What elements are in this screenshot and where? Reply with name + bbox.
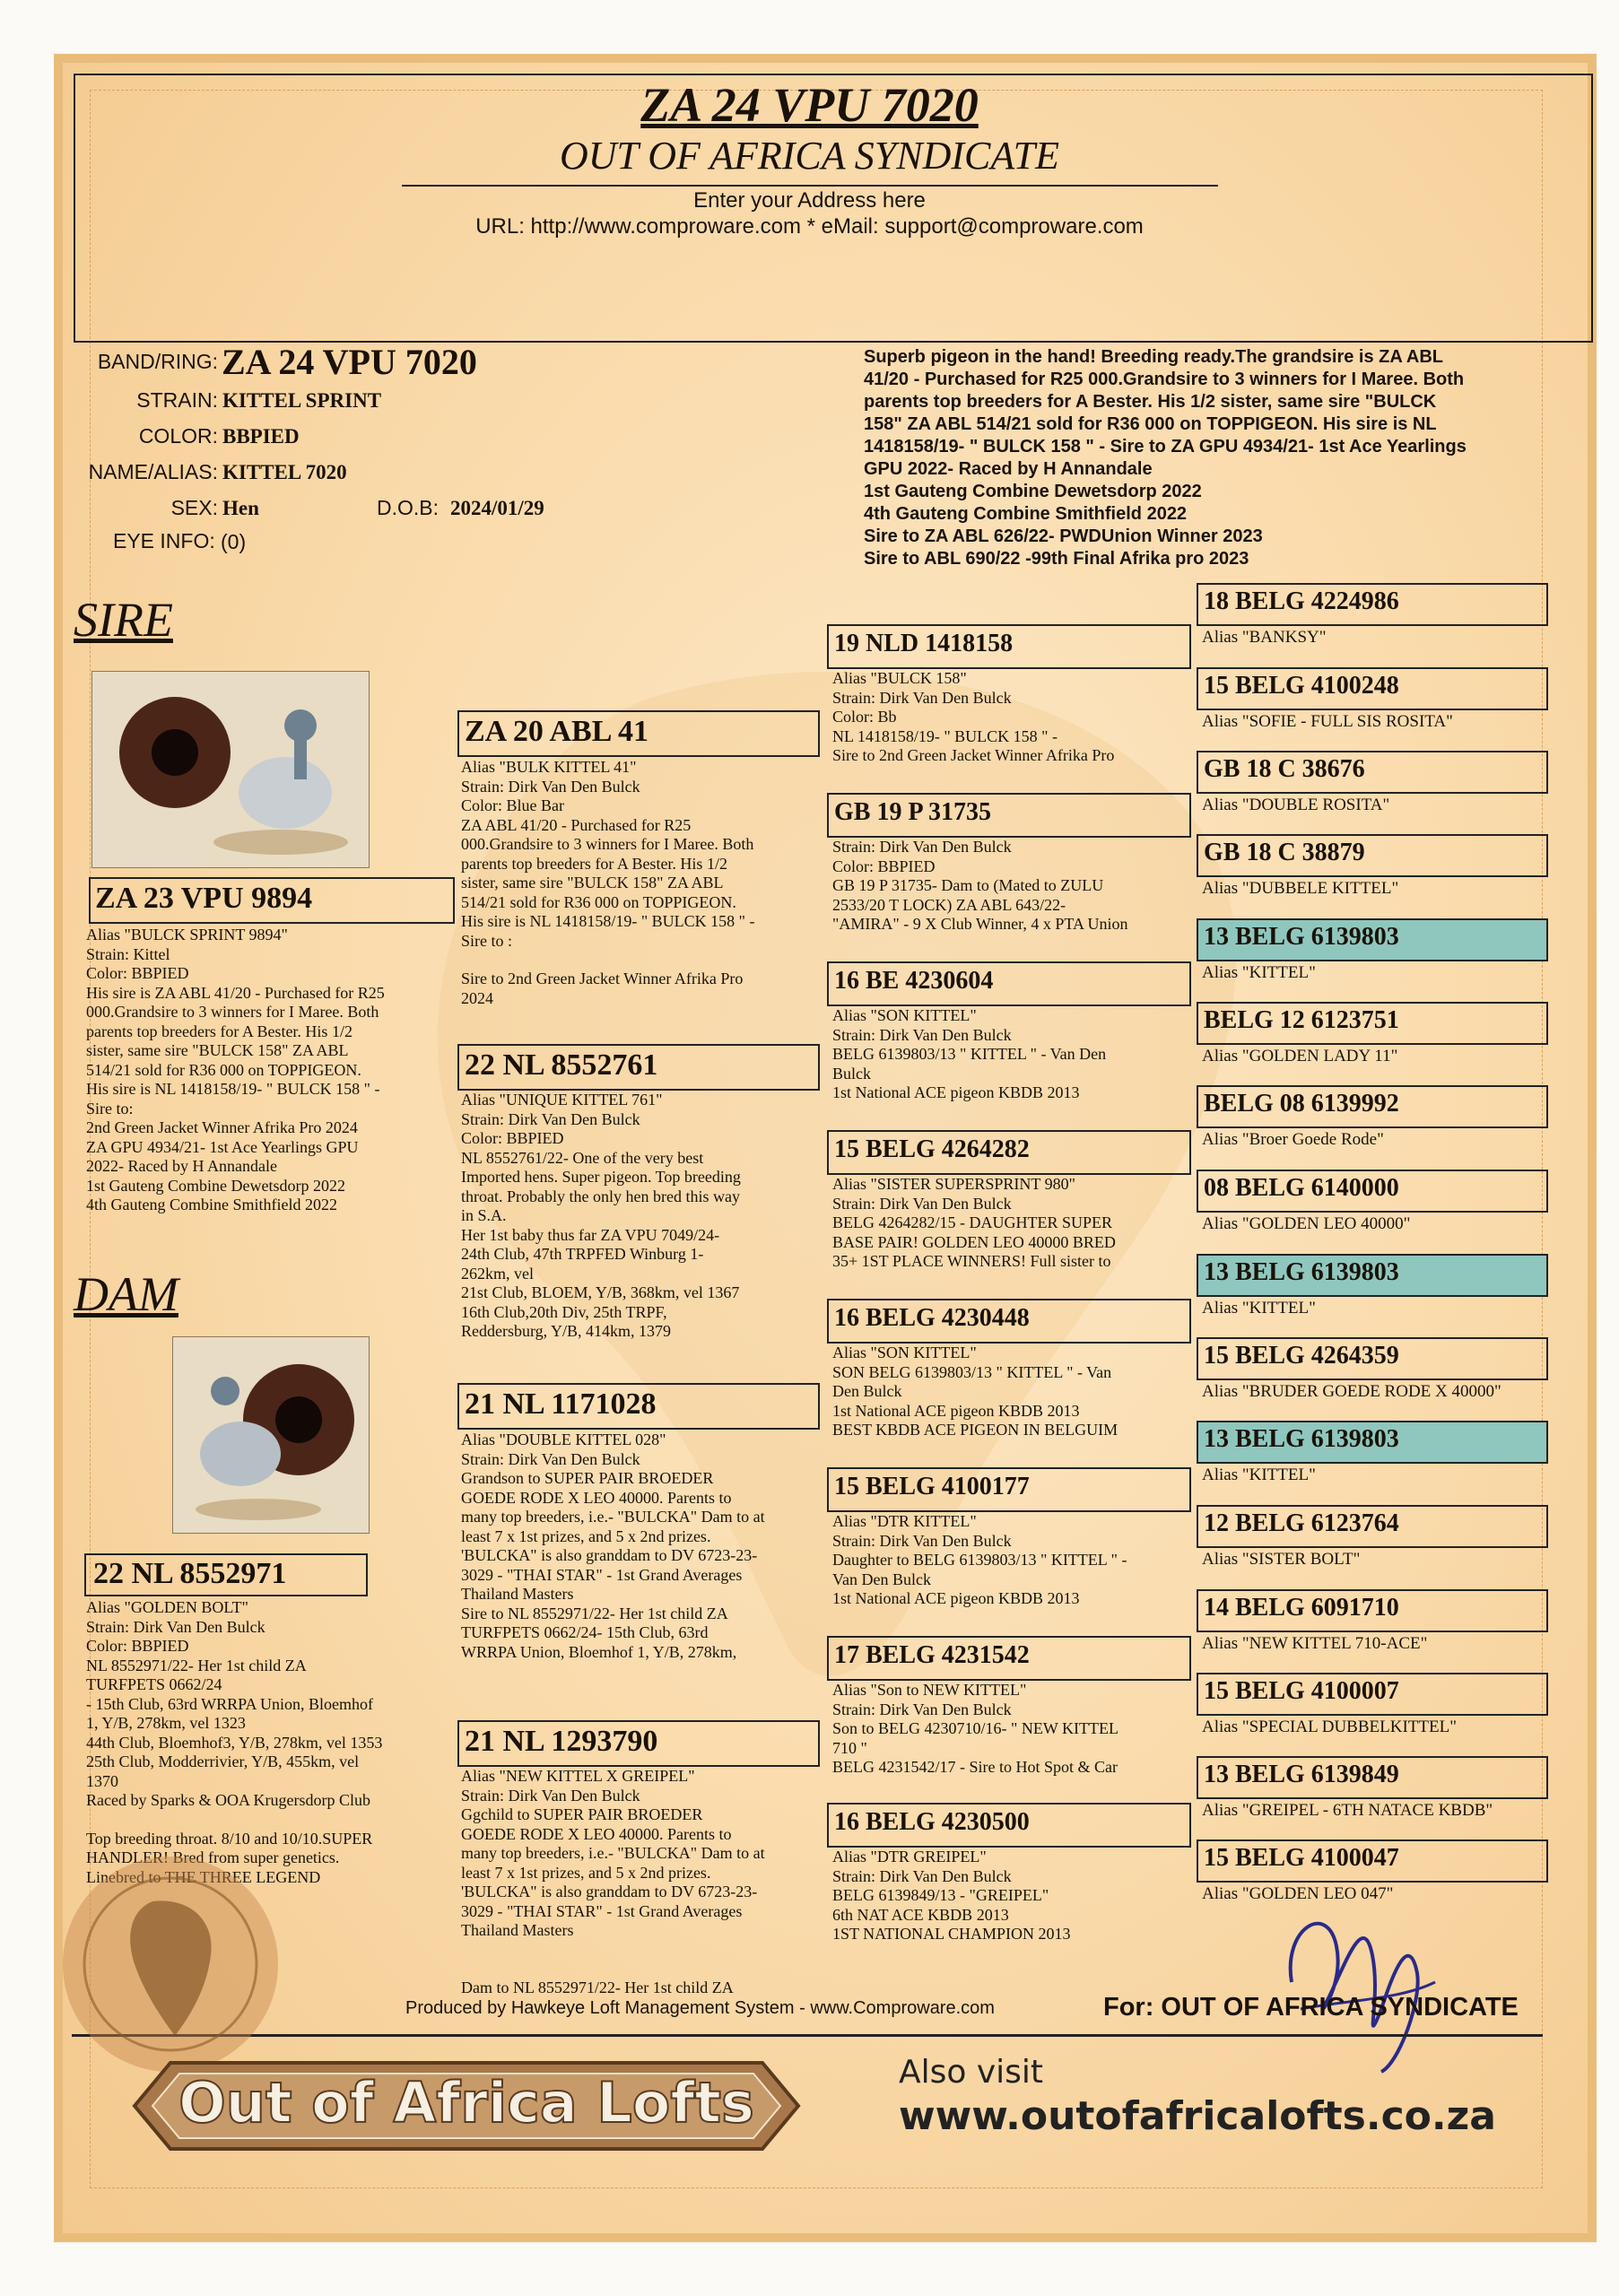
eye-value: (0) — [221, 530, 247, 553]
band-label: BAND/RING: — [97, 350, 218, 373]
detail-line: SON BELG 6139803/13 " KITTEL " - Van — [832, 1362, 1112, 1381]
pedigree-band: BELG 12 6123751 — [1204, 1006, 1399, 1034]
pedigree-band: GB 18 C 38879 — [1204, 839, 1365, 866]
detail-line: 'BULCKA" is also granddam to DV 6723-23- — [461, 1883, 758, 1900]
logo-text: Out of Africa Lofts — [178, 2070, 754, 2135]
description-line: 1418158/19- " BULCK 158 " - Sire to ZA GPU 4934/21- 1st Ace Yearlings — [864, 437, 1467, 457]
detail-line: parents top breeders for A Bester. His 1/2 — [461, 854, 727, 873]
detail-line: parents top breeders for A Bester. His 1/2 — [86, 1022, 353, 1040]
detail-line: 21st Club, BLOEM, Y/B, 368km, vel 1367 — [461, 1283, 740, 1301]
pedigree-band: 16 BELG 4230448 — [834, 1304, 1030, 1332]
footer-divider — [72, 2034, 1543, 2037]
detail-line: Thailand Masters — [461, 1921, 574, 1939]
title-divider — [402, 185, 1218, 187]
signature — [1274, 1874, 1444, 2081]
detail-line: 3029 - "THAI STAR" - 1st Grand Averages — [461, 1901, 743, 1920]
pedigree-alias: Alias "KITTEL" — [1202, 1465, 1316, 1484]
detail-line: GOEDE RODE X LEO 40000. Parents to — [461, 1488, 732, 1507]
detail-line — [461, 1941, 820, 1960]
detail-line: Strain: Dirk Van Den Bulck — [832, 1025, 1012, 1044]
detail-line: Raced by Sparks & OOA Krugersdorp Club — [86, 1791, 370, 1809]
detail-line: Strain: Dirk Van Den Bulck — [461, 1786, 640, 1805]
pedigree-alias: Alias "NEW KITTEL 710-ACE" — [1202, 1634, 1428, 1653]
detail-line: Strain: Dirk Van Den Bulck — [461, 777, 640, 796]
eye-label: EYE INFO: — [113, 529, 215, 552]
detail-line: TURFPETS 0662/24- 15th Club, 63rd — [461, 1623, 709, 1641]
detail-line: Linebred to THE THREE LEGEND — [86, 1867, 321, 1886]
description-line: 158" ZA ABL 514/21 sold for R36 000 on TOPPIGEON. His sire is NL — [864, 414, 1437, 434]
pedigree-band: 15 BELG 4264359 — [1204, 1342, 1399, 1370]
detail-line: Dam to NL 8552971/22- Her 1st child ZA — [461, 1978, 734, 1996]
detail-line: BELG 6139849/13 - "GREIPEL" — [832, 1886, 1049, 1904]
sire-heading: SIRE — [74, 593, 173, 647]
pedigree-alias: Alias "DUBBELE KITTEL" — [1202, 879, 1399, 898]
detail-line — [461, 1960, 820, 1979]
detail-line: BEST KBDB ACE PIGEON IN BELGUIM — [832, 1421, 1119, 1439]
description-line: 4th Gauteng Combine Smithfield 2022 — [864, 504, 1188, 524]
detail-line: Strain: Dirk Van Den Bulck — [832, 838, 1012, 856]
detail-line: 3029 - "THAI STAR" - 1st Grand Averages — [461, 1565, 743, 1584]
detail-line: Strain: Kittel — [86, 944, 170, 963]
detail-line: Alias "DOUBLE KITTEL 028" — [461, 1431, 666, 1448]
detail-line: NL 8552971/22- Her 1st child ZA — [86, 1656, 307, 1674]
pedigree-details — [832, 1681, 1191, 1778]
pedigree-details — [832, 838, 1191, 935]
pedigree-band: 13 BELG 6139849 — [1204, 1761, 1399, 1788]
pedigree-band: 13 BELG 6139803 — [1204, 1425, 1399, 1453]
pedigree-band: 16 BELG 4230500 — [834, 1808, 1030, 1836]
pedigree-details — [461, 1431, 820, 1662]
pedigree-band: 15 BELG 4264282 — [834, 1135, 1030, 1163]
sire-photo — [91, 671, 370, 868]
also-visit: Also visit — [899, 2054, 1044, 2091]
detail-line: Alias "UNIQUE KITTEL 761" — [461, 1091, 663, 1109]
detail-line: Color: BBPIED — [86, 1637, 189, 1655]
detail-line: Alias "SON KITTEL" — [832, 1006, 977, 1024]
pedigree-band: 16 BE 4230604 — [834, 967, 994, 995]
detail-line: Sire to: — [86, 1099, 134, 1118]
pedigree-band: GB 18 C 38676 — [1204, 755, 1365, 783]
pedigree-band: 13 BELG 6139803 — [1204, 1258, 1399, 1286]
pedigree-alias: Alias "Broer Goede Rode" — [1202, 1130, 1384, 1149]
detail-line: Strain: Dirk Van Den Bulck — [832, 688, 1012, 707]
description-line: 1st Gauteng Combine Dewetsdorp 2022 — [864, 482, 1202, 501]
pedigree-band: GB 19 P 31735 — [834, 798, 992, 826]
detail-line: many top breeders, i.e.- "BULCKA" Dam to at — [461, 1508, 765, 1526]
detail-line: 2nd Green Jacket Winner Afrika Pro 2024 — [86, 1118, 358, 1136]
detail-line: Alias "BULCK SPRINT 9894" — [86, 926, 288, 944]
pedigree-band: 21 NL 1293790 — [465, 1725, 658, 1758]
detail-line: WRRPA Union, Bloemhof 1, Y/B, 278km, — [461, 1642, 737, 1661]
dob-label: D.O.B: — [377, 496, 440, 519]
detail-line: 1st National ACE pigeon KBDB 2013 — [832, 1589, 1080, 1607]
detail-line: many top breeders, i.e.- "BULCKA" Dam to at — [461, 1844, 765, 1862]
detail-line: Her 1st baby thus far ZA VPU 7049/24- — [461, 1225, 720, 1244]
detail-line: 'BULCKA" is also granddam to DV 6723-23- — [461, 1546, 758, 1564]
detail-line: 2024 — [461, 988, 493, 1007]
detail-line: BELG 6139803/13 " KITTEL " - Van Den — [832, 1045, 1107, 1063]
detail-line: Van Den Bulck — [832, 1570, 931, 1588]
pedigree-band: 15 BELG 4100248 — [1204, 672, 1399, 700]
for-syndicate: For: OUT OF AFRICA SYNDICATE — [1103, 1993, 1519, 2022]
detail-line: 1st National ACE pigeon KBDB 2013 — [832, 1401, 1080, 1420]
detail-line: Alias "SON KITTEL" — [832, 1344, 977, 1361]
detail-line: Alias "DTR GREIPEL" — [832, 1848, 987, 1866]
detail-line: 514/21 sold for R36 000 on TOPPIGEON. — [461, 892, 736, 911]
pedigree-alias: Alias "SPECIAL DUBBELKITTEL" — [1202, 1718, 1457, 1736]
band-value: ZA 24 VPU 7020 — [222, 342, 477, 382]
detail-line: Alias "Son to NEW KITTEL" — [832, 1681, 1027, 1699]
pedigree-alias: Alias "GREIPEL - 6TH NATACE KBDB" — [1202, 1801, 1493, 1820]
detail-line: Color: Bb — [832, 708, 897, 726]
pedigree-band: 08 BELG 6140000 — [1204, 1174, 1399, 1202]
sex-label: SEX: — [170, 496, 218, 519]
description-line: 41/20 - Purchased for R25 000.Grandsire to 3 winners for I Maree. Both — [864, 370, 1465, 389]
description-line: parents top breeders for A Bester. His 1/2 sister, same sire "BULCK — [864, 392, 1437, 412]
pedigree-details — [832, 669, 1191, 766]
detail-line: NL 8552761/22- One of the very best — [461, 1148, 704, 1167]
detail-line: BELG 4231542/17 - Sire to Hot Spot & Car — [832, 1758, 1118, 1776]
detail-line: least 7 x 1st prizes, and 5 x 2nd prizes. — [461, 1863, 711, 1882]
detail-line: Top breeding throat. 8/10 and 10/10.SUPER — [86, 1829, 373, 1848]
detail-line: Color: BBPIED — [86, 964, 189, 982]
pedigree-band: 14 BELG 6091710 — [1204, 1594, 1399, 1622]
pedigree-band: 22 NL 8552761 — [465, 1048, 658, 1082]
detail-line: Color: BBPIED — [832, 857, 936, 875]
sire-band: ZA 23 VPU 9894 — [95, 882, 313, 915]
sex-value: Hen — [222, 497, 259, 519]
detail-line: Den Bulck — [832, 1382, 902, 1400]
pedigree-band: 17 BELG 4231542 — [834, 1641, 1030, 1669]
pedigree-details — [832, 1006, 1191, 1103]
syndicate-name: OUT OF AFRICA SYNDICATE — [560, 134, 1059, 178]
pedigree-details — [832, 1344, 1191, 1440]
detail-line: BELG 4264282/15 - DAUGHTER SUPER — [832, 1213, 1113, 1231]
detail-line: Bulck — [832, 1064, 871, 1083]
detail-line: least 7 x 1st prizes, and 5 x 2nd prizes. — [461, 1526, 711, 1545]
pedigree-band: BELG 08 6139992 — [1204, 1090, 1399, 1118]
pedigree-band: 15 BELG 4100177 — [834, 1473, 1030, 1500]
pedigree-band: 12 BELG 6123764 — [1204, 1509, 1399, 1537]
pedigree-alias: Alias "SISTER BOLT" — [1202, 1550, 1361, 1569]
pigeon-photo-icon — [92, 672, 370, 868]
detail-line: "AMIRA" - 9 X Club Winner, 4 x PTA Union — [832, 915, 1128, 933]
strain-value: KITTEL SPRINT — [222, 389, 382, 412]
detail-line — [461, 951, 820, 970]
pedigree-alias: Alias "GOLDEN LADY 11" — [1202, 1047, 1398, 1065]
pedigree-alias: Alias "BANKSY" — [1202, 628, 1327, 647]
pedigree-alias: Alias "KITTEL" — [1202, 963, 1316, 982]
detail-line: NL 1418158/19- " BULCK 158 " - — [832, 726, 1058, 745]
pedigree-details — [832, 1512, 1191, 1609]
pedigree-band: ZA 20 ABL 41 — [465, 715, 649, 748]
detail-line: Alias "NEW KITTEL X GREIPEL" — [461, 1767, 695, 1785]
bird-description — [864, 346, 1510, 570]
pedigree-band: 19 NLD 1418158 — [834, 630, 1014, 657]
detail-line: Thailand Masters — [461, 1585, 574, 1603]
dob-value: 2024/01/29 — [450, 497, 544, 519]
detail-line: ZA GPU 4934/21- 1st Ace Yearlings GPU — [86, 1137, 359, 1156]
detail-line: 2533/20 T LOCK) ZA ABL 643/22- — [832, 895, 1066, 914]
detail-line: 24th Club, 47th TRPFED Winburg 1- — [461, 1245, 704, 1263]
detail-line: 000.Grandsire to 3 winners for I Maree. Both — [461, 835, 754, 853]
detail-line: throat. Probably the only hen bred this way — [461, 1187, 740, 1205]
website-link[interactable]: www.outofafricalofts.co.za — [899, 2093, 1496, 2139]
strain-label: STRAIN: — [136, 388, 218, 412]
name-label: NAME/ALIAS: — [88, 460, 218, 483]
detail-line: Strain: Dirk Van Den Bulck — [832, 1700, 1012, 1718]
produced-by: Produced by Hawkeye Loft Management System - www.Comproware.com — [405, 1998, 995, 2018]
description-line: Sire to ABL 690/22 -99th Final Afrika pro 2023 — [864, 549, 1249, 569]
description-line: Superb pigeon in the hand! Breeding ready.The grandsire is ZA ABL — [864, 347, 1443, 367]
detail-line: in S.A. — [461, 1206, 507, 1224]
page-title: ZA 24 VPU 7020 — [640, 78, 979, 132]
detail-line: Color: BBPIED — [461, 1129, 564, 1147]
pedigree-details — [461, 1091, 820, 1342]
color-label: COLOR: — [138, 424, 218, 448]
detail-line: Son to BELG 4230710/16- " NEW KITTEL — [832, 1719, 1119, 1737]
detail-line: Imported hens. Super pigeon. Top breeding — [461, 1168, 741, 1186]
detail-line: Strain: Dirk Van Den Bulck — [86, 1617, 265, 1636]
detail-line: 262km, vel — [461, 1264, 534, 1283]
detail-line: Sire to NL 8552971/22- Her 1st child ZA — [461, 1604, 728, 1622]
detail-line: 1, Y/B, 278km, vel 1323 — [86, 1714, 246, 1732]
detail-line: 6th NAT ACE KBDB 2013 — [832, 1905, 1009, 1924]
pedigree-band: 18 BELG 4224986 — [1204, 587, 1399, 615]
detail-line: sister, same sire "BULCK 158" ZA ABL — [86, 1041, 349, 1059]
color-value: BBPIED — [222, 425, 300, 448]
detail-line: GB 19 P 31735- Dam to (Mated to ZULU — [832, 876, 1104, 894]
description-line: Sire to ZA ABL 626/22- PWDUnion Winner 2023 — [864, 526, 1263, 546]
detail-line: Strain: Dirk Van Den Bulck — [832, 1866, 1012, 1885]
detail-line: Strain: Dirk Van Den Bulck — [832, 1531, 1012, 1550]
detail-line: GOEDE RODE X LEO 40000. Parents to — [461, 1824, 732, 1843]
detail-line: - 15th Club, 63rd WRRPA Union, Bloemhof — [86, 1694, 374, 1713]
detail-line: 35+ 1ST PLACE WINNERS! Full sister to — [832, 1252, 1111, 1270]
dam-details — [86, 1598, 463, 1887]
detail-line: Alias "GOLDEN BOLT" — [86, 1598, 249, 1616]
pedigree-details — [461, 1767, 820, 1997]
detail-line: 1st Gauteng Combine Dewetsdorp 2022 — [86, 1176, 345, 1195]
sire-details — [86, 926, 454, 1215]
dam-photo — [172, 1336, 370, 1534]
detail-line: His sire is NL 1418158/19- " BULCK 158 " - — [86, 1080, 380, 1098]
detail-line — [86, 1811, 463, 1830]
detail-line: Strain: Dirk Van Den Bulck — [832, 1194, 1012, 1213]
detail-line: 514/21 sold for R36 000 on TOPPIGEON. — [86, 1060, 361, 1079]
pedigree-band: 21 NL 1171028 — [465, 1387, 657, 1421]
pedigree-details — [461, 758, 820, 1008]
detail-line: 4th Gauteng Combine Smithfield 2022 — [86, 1196, 337, 1213]
pedigree-band: 15 BELG 4100047 — [1204, 1844, 1399, 1872]
detail-line: Alias "BULCK 158" — [832, 669, 967, 687]
africa-seal — [54, 1848, 287, 2081]
detail-line: TURFPETS 0662/24 — [86, 1675, 222, 1693]
detail-line: Color: Blue Bar — [461, 796, 564, 814]
pedigree-alias: Alias "DOUBLE ROSITA" — [1202, 796, 1390, 814]
detail-line: 44th Club, Bloemhof3, Y/B, 278km, vel 1353 — [86, 1733, 383, 1752]
detail-line: HANDLER! Bred from super genetics. — [86, 1848, 340, 1866]
detail-line: 710 " — [832, 1738, 867, 1757]
detail-line: Sire to : — [461, 931, 512, 950]
pigeon-photo-icon — [173, 1337, 370, 1534]
detail-line: His sire is ZA ABL 41/20 - Purchased for R25 — [86, 983, 385, 1002]
detail-line: 1ST NATIONAL CHAMPION 2013 — [832, 1925, 1071, 1943]
url-line: URL: http://www.comproware.com * eMail: support@comproware.com — [475, 214, 1144, 239]
detail-line: Alias "SISTER SUPERSPRINT 980" — [832, 1175, 1075, 1193]
detail-line: sister, same sire "BULCK 158" ZA ABL — [461, 874, 724, 891]
detail-line: 000.Grandsire to 3 winners for I Maree. Both — [86, 1003, 379, 1021]
logo-banner — [117, 2054, 816, 2158]
pedigree-details — [832, 1175, 1191, 1272]
pedigree-alias: Alias "KITTEL" — [1202, 1299, 1316, 1318]
detail-line: Alias "DTR KITTEL" — [832, 1512, 977, 1530]
detail-line: Sire to 2nd Green Jacket Winner Afrika Pro — [832, 746, 1115, 764]
pedigree-band: 13 BELG 6139803 — [1204, 923, 1399, 951]
detail-line: Grandson to SUPER PAIR BROEDER — [461, 1469, 714, 1487]
pedigree-alias: Alias "BRUDER GOEDE RODE X 40000" — [1202, 1382, 1501, 1401]
detail-line: 1st National ACE pigeon KBDB 2013 — [832, 1083, 1080, 1101]
name-value: KITTEL 7020 — [222, 461, 347, 483]
detail-line: Sire to 2nd Green Jacket Winner Afrika Pro — [461, 970, 744, 987]
description-line: GPU 2022- Raced by H Annandale — [864, 459, 1153, 479]
pedigree-band: 15 BELG 4100007 — [1204, 1677, 1399, 1705]
pedigree-details — [832, 1848, 1191, 1944]
detail-line: His sire is NL 1418158/19- " BULCK 158 " - — [461, 912, 755, 930]
dam-heading: DAM — [74, 1267, 178, 1321]
detail-line: Strain: Dirk Van Den Bulck — [461, 1449, 640, 1468]
detail-line: Daughter to BELG 6139803/13 " KITTEL " - — [832, 1551, 1127, 1569]
pedigree-alias: Alias "GOLDEN LEO 047" — [1202, 1884, 1394, 1903]
detail-line: 2022- Raced by H Annandale — [86, 1157, 277, 1175]
detail-line: 1370 — [86, 1771, 118, 1790]
detail-line: ZA ABL 41/20 - Purchased for R25 — [461, 815, 692, 834]
pedigree-alias: Alias "SOFIE - FULL SIS ROSITA" — [1202, 712, 1453, 731]
detail-line: Reddersburg, Y/B, 414km, 1379 — [461, 1322, 671, 1340]
detail-line: 25th Club, Modderrivier, Y/B, 455km, vel — [86, 1752, 360, 1770]
pedigree-alias: Alias "GOLDEN LEO 40000" — [1202, 1214, 1411, 1233]
address-line: Enter your Address here — [693, 188, 926, 213]
detail-line: Ggchild to SUPER PAIR BROEDER — [461, 1805, 703, 1823]
dam-band: 22 NL 8552971 — [93, 1557, 287, 1590]
detail-line: Strain: Dirk Van Den Bulck — [461, 1109, 640, 1128]
detail-line: Alias "BULK KITTEL 41" — [461, 758, 637, 776]
detail-line: 16th Club,20th Div, 25th TRPF, — [461, 1302, 667, 1321]
detail-line: BASE PAIR! GOLDEN LEO 40000 BRED — [832, 1232, 1116, 1251]
